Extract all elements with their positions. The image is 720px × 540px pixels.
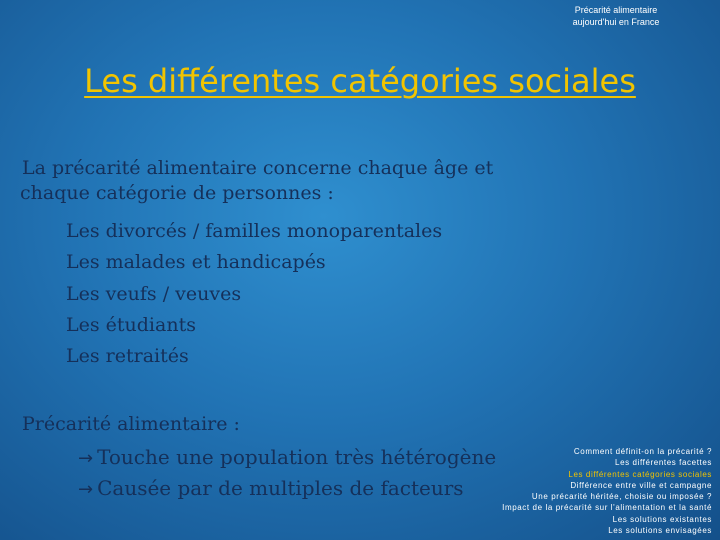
nav-item[interactable]: Une précarité héritée, choisie ou imposée ? [531, 492, 712, 502]
header-line-1: Précarité alimentaire [574, 5, 658, 15]
intro-line-2: chaque catégorie de personnes : [20, 182, 334, 204]
category-item [64, 313, 196, 338]
nav-item[interactable]: Les solutions envisagées [608, 526, 712, 536]
category-item [64, 344, 189, 369]
category-item [64, 250, 326, 275]
category-item [64, 282, 241, 307]
section2-point [78, 445, 496, 471]
category-item [64, 219, 442, 244]
section2-point-text: Causée par de multiples de facteurs [97, 476, 464, 500]
slide-title: Les différentes catégories sociales [84, 62, 636, 100]
nav-item[interactable]: Différence entre ville et campagne [570, 480, 712, 490]
header-line-2: aujourd'hui en France [572, 17, 660, 27]
nav-item[interactable]: Les différentes facettes [615, 458, 712, 468]
category-label: Les malades et handicapés [66, 251, 326, 273]
nav-item[interactable]: Les solutions existantes [612, 514, 712, 524]
category-label: Les retraités [66, 345, 189, 367]
category-label: Les étudiants [66, 314, 196, 336]
section2-point-text: Touche une population très hétérogène [97, 445, 497, 469]
section2-heading [20, 412, 240, 437]
nav-item-active[interactable]: Les différentes catégories sociales [568, 469, 712, 479]
intro-bullet [20, 156, 493, 205]
section2-point [78, 476, 464, 502]
section2-heading-text: Précarité alimentaire : [22, 413, 240, 435]
right-arrow-icon: → [78, 479, 94, 500]
section-navigation [502, 446, 712, 536]
nav-item[interactable]: Comment définit-on la précarité ? [573, 447, 712, 456]
presentation-header [536, 4, 696, 28]
right-arrow-icon: → [78, 448, 94, 469]
nav-item[interactable]: Impact de la précarité sur l'alimentation et la santé [502, 503, 712, 513]
intro-line-1: La précarité alimentaire concerne chaque âge et [22, 157, 494, 179]
category-label: Les divorcés / familles monoparentales [66, 220, 443, 242]
category-label: Les veufs / veuves [66, 283, 242, 305]
